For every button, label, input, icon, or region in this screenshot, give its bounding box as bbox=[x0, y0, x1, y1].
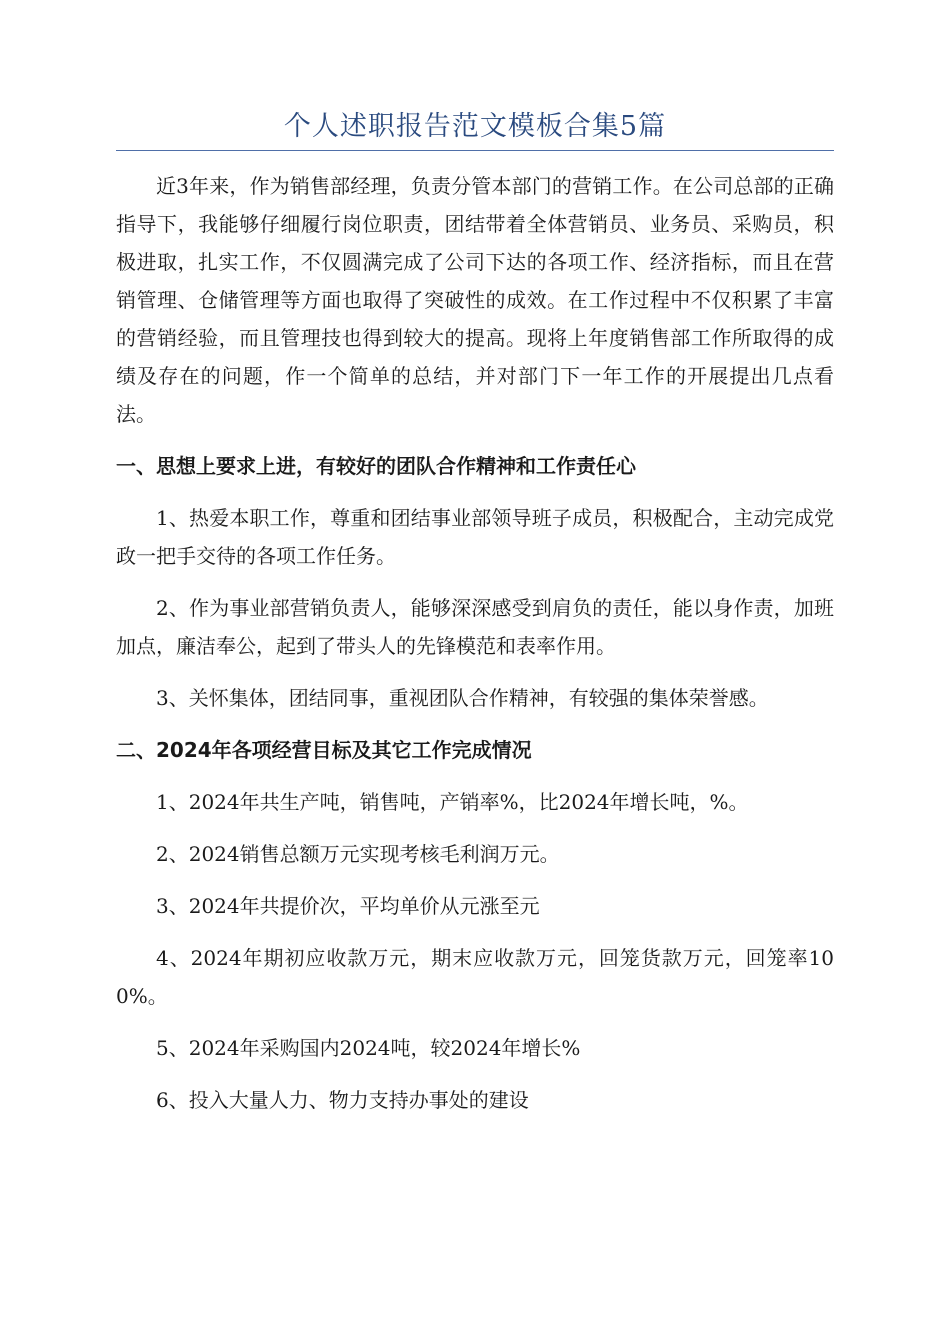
section-heading-2: 二、2024年各项经营目标及其它工作完成情况 bbox=[116, 738, 532, 762]
section2-item-1: 1、2024年共生产吨，销售吨，产销率%，比2024年增长吨，%。 bbox=[156, 790, 749, 814]
section2-item-6: 6、投入大量人力、物力支持办事处的建设 bbox=[156, 1088, 529, 1112]
section1-item-3: 3、关怀集体，团结同事，重视团队合作精神，有较强的集体荣誉感。 bbox=[156, 686, 769, 710]
document-page bbox=[116, 110, 834, 1119]
section1-item-2: 2、作为事业部营销负责人，能够深深感受到肩负的责任，能以身作责，加班加点，廉洁奉公，起到了带头人的先锋模范和表率作用。 bbox=[116, 596, 834, 658]
intro-paragraph: 近3年来，作为销售部经理，负责分管本部门的营销工作。在公司总部的正确指导下，我能够仔细履行岗位职责，团结带着全体营销员、业务员、采购员，积极进取，扎实工作，不仅圆满完成了公司下达的各项工作、经济指标，而且在营销管理、仓储管理等方面也取得了突破性的成效。在工作过程中不仅积累了丰富的营销经验，而且管理技也得到较大的提高。现将上年度销售部工作所取得的成绩及存在的问题，作一个简单的总结，并对部门下一年工作的开展提出几点看法。 bbox=[116, 174, 834, 426]
section1-item-1: 1、热爱本职工作，尊重和团结事业部领导班子成员，积极配合，主动完成党政一把手交待的各项工作任务。 bbox=[116, 506, 834, 568]
document-title: 个人述职报告范文模板合集5篇 bbox=[116, 110, 834, 151]
section2-item-3: 3、2024年共提价次，平均单价从元涨至元 bbox=[156, 894, 540, 918]
section2-item-2: 2、2024销售总额万元实现考核毛利润万元。 bbox=[156, 842, 560, 866]
section2-item-4: 4、2024年期初应收款万元，期末应收款万元，回笼货款万元，回笼率100%。 bbox=[116, 946, 834, 1008]
section-heading-1: 一、思想上要求上进，有较好的团队合作精神和工作责任心 bbox=[116, 454, 636, 478]
section2-item-5: 5、2024年采购国内2024吨，较2024年增长% bbox=[156, 1036, 581, 1060]
